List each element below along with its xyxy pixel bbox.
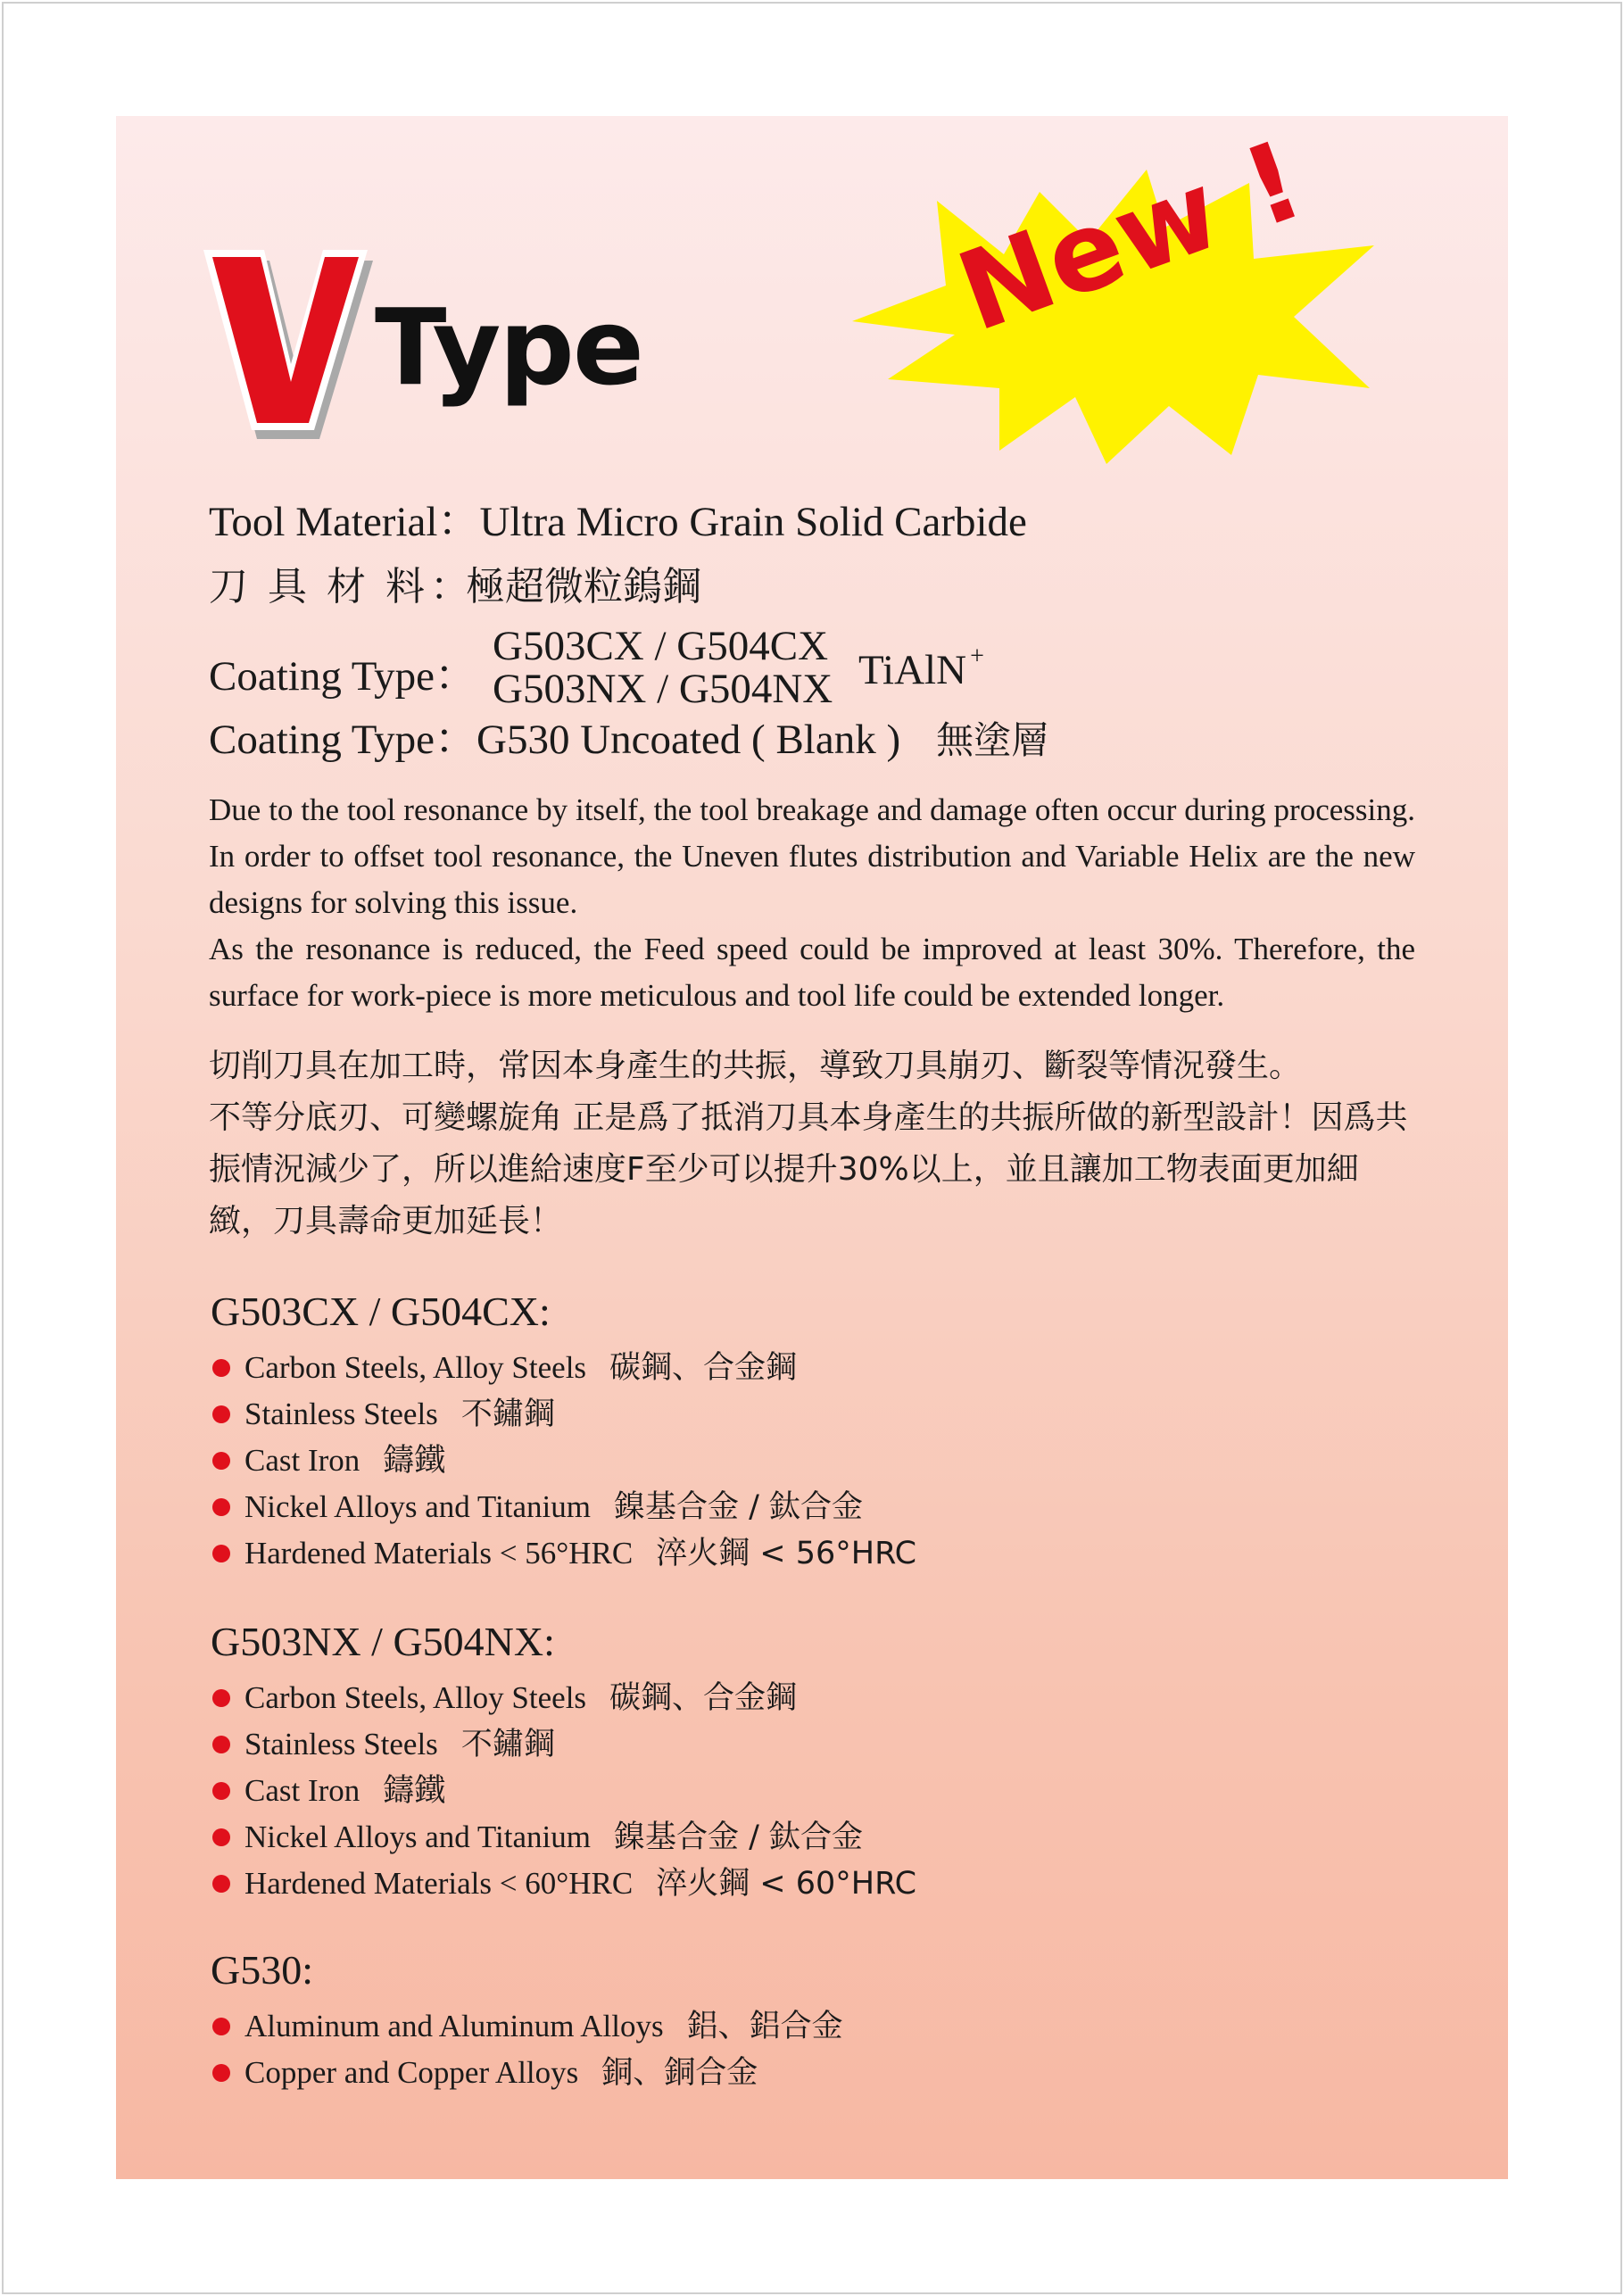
material-en: Hardened Materials < 56°HRC <box>244 1536 634 1571</box>
list-item <box>211 2050 1281 2096</box>
material-zh: 鎳基合金 / 鈦合金 <box>613 1819 863 1855</box>
tool-material-label: Tool Material： <box>209 499 480 545</box>
material-en: Stainless Steels <box>244 1727 438 1761</box>
description-en <box>209 787 1415 1019</box>
material-en: Nickel Alloys and Titanium <box>244 1819 591 1854</box>
list-item <box>211 1484 1281 1530</box>
bullet-icon <box>212 2018 230 2035</box>
list-item <box>211 1530 1281 1577</box>
zh-label-char: 料 <box>385 564 425 609</box>
description-zh-paragraph: 不等分底刃、可變螺旋角 正是爲了抵消刀具本身產生的共振所做的新型設計！因爲共振情況減少了，所以進給速度F至少可以提升30%以上，並且讓加工物表面更加細緻，刀具壽命更加延長！ <box>209 1099 1408 1239</box>
material-en: Aluminum and Aluminum Alloys <box>244 2009 664 2043</box>
list-item <box>211 1721 1281 1768</box>
material-zh: 不鏽鋼 <box>460 1397 555 1432</box>
material-group-g503nx <box>211 1621 1281 1907</box>
description-en-paragraph: As the resonance is reduced, the Feed speed could be improved at least 30%. Therefore, the surface for work-piece is more meticulous and tool life could be extended longer. <box>209 932 1415 1013</box>
material-zh: 碳鋼、合金鋼 <box>609 1680 798 1716</box>
coating-type-value-zh: 無塗層 <box>936 718 1049 762</box>
zh-label-char: 具 <box>268 564 307 609</box>
coating-type-row-1 <box>209 625 1101 714</box>
list-item <box>211 1861 1281 1907</box>
tool-material-value: Ultra Micro Grain Solid Carbide <box>479 499 1027 545</box>
bullet-icon <box>212 1875 230 1893</box>
material-zh: 淬火鋼 < 56°HRC <box>656 1536 917 1571</box>
material-zh: 鑄鐵 <box>383 1773 446 1809</box>
material-en: Carbon Steels, Alloy Steels <box>244 1680 587 1715</box>
material-en: Cast Iron <box>244 1773 360 1808</box>
coating-codes-line-2: G503NX / G504NX <box>493 666 833 712</box>
material-zh: 鑄鐵 <box>383 1443 446 1479</box>
material-list <box>211 1345 1281 1577</box>
coating-superscript: + <box>970 642 984 670</box>
list-item <box>211 1814 1281 1861</box>
coating-type-label: Coating Type： <box>209 653 477 700</box>
coating-type-value: G530 Uncoated ( Blank ) <box>476 717 901 763</box>
list-item <box>211 1768 1281 1814</box>
coating-type-label: Coating Type： <box>209 717 477 763</box>
group-title: G503NX / G504NX: <box>211 1619 555 1664</box>
material-en: Nickel Alloys and Titanium <box>244 1489 591 1524</box>
coating-codes <box>493 625 833 710</box>
type-wordmark: Type <box>375 286 642 409</box>
list-item <box>211 1675 1281 1721</box>
list-item <box>211 1391 1281 1438</box>
material-zh: 銅、銅合金 <box>601 2055 758 2091</box>
v-letter-icon <box>198 241 377 446</box>
tool-material-zh-value: 極超微粒鎢鋼 <box>466 564 701 609</box>
tool-material-row <box>209 501 1027 543</box>
group-title: G503CX / G504CX: <box>211 1289 551 1334</box>
material-zh: 碳鋼、合金鋼 <box>609 1350 798 1386</box>
material-list <box>211 1675 1281 1907</box>
description-en-paragraph: Due to the tool resonance by itself, the tool breakage and damage often occur during processing. In order to offset tool resonance, the Uneven flutes distribution and Variable Helix are the new designs for solving this issue. <box>209 792 1415 920</box>
list-item <box>211 1345 1281 1391</box>
material-en: Copper and Copper Alloys <box>244 2055 579 2090</box>
material-zh: 淬火鋼 < 60°HRC <box>656 1866 917 1902</box>
list-item <box>211 1438 1281 1484</box>
material-group-g530 <box>211 1947 1281 2096</box>
coating-codes-line-1: G503CX / G504CX <box>493 623 829 669</box>
bullet-icon <box>212 1405 230 1423</box>
coating-name: TiAlN <box>858 647 967 693</box>
material-en: Hardened Materials < 60°HRC <box>244 1866 634 1901</box>
zh-label-char: 刀 <box>209 564 248 609</box>
list-item <box>211 2003 1281 2050</box>
description-zh <box>209 1040 1415 1247</box>
new-badge <box>848 116 1383 473</box>
bullet-icon <box>212 1359 230 1377</box>
bullet-icon <box>212 1689 230 1707</box>
bullet-icon <box>212 1828 230 1846</box>
material-zh: 不鏽鋼 <box>460 1727 555 1762</box>
coating-tialn <box>858 642 984 694</box>
material-zh: 鎳基合金 / 鈦合金 <box>613 1489 863 1525</box>
bullet-icon <box>212 1498 230 1516</box>
material-group-g503cx <box>211 1291 1281 1577</box>
bullet-icon <box>212 1452 230 1470</box>
material-en: Cast Iron <box>244 1443 360 1478</box>
group-title: G530: <box>211 1947 313 1993</box>
material-list <box>211 2003 1281 2096</box>
zh-label-colon: ： <box>430 564 469 609</box>
zh-label-char: 材 <box>327 564 366 609</box>
new-badge-text: New ! <box>942 116 1318 357</box>
bullet-icon <box>212 2064 230 2082</box>
v-type-logo <box>198 241 662 446</box>
bullet-icon <box>212 1782 230 1800</box>
description-zh-paragraph: 切削刀具在加工時，常因本身產生的共振，導致刀具崩刃、斷裂等情況發生。 <box>209 1048 1302 1084</box>
coating-type-row-2 <box>209 719 1048 761</box>
material-en: Stainless Steels <box>244 1397 438 1431</box>
material-en: Carbon Steels, Alloy Steels <box>244 1350 587 1385</box>
tool-material-zh-row <box>209 564 701 609</box>
bullet-icon <box>212 1736 230 1753</box>
bullet-icon <box>212 1545 230 1562</box>
material-zh: 鋁、鋁合金 <box>686 2009 843 2044</box>
